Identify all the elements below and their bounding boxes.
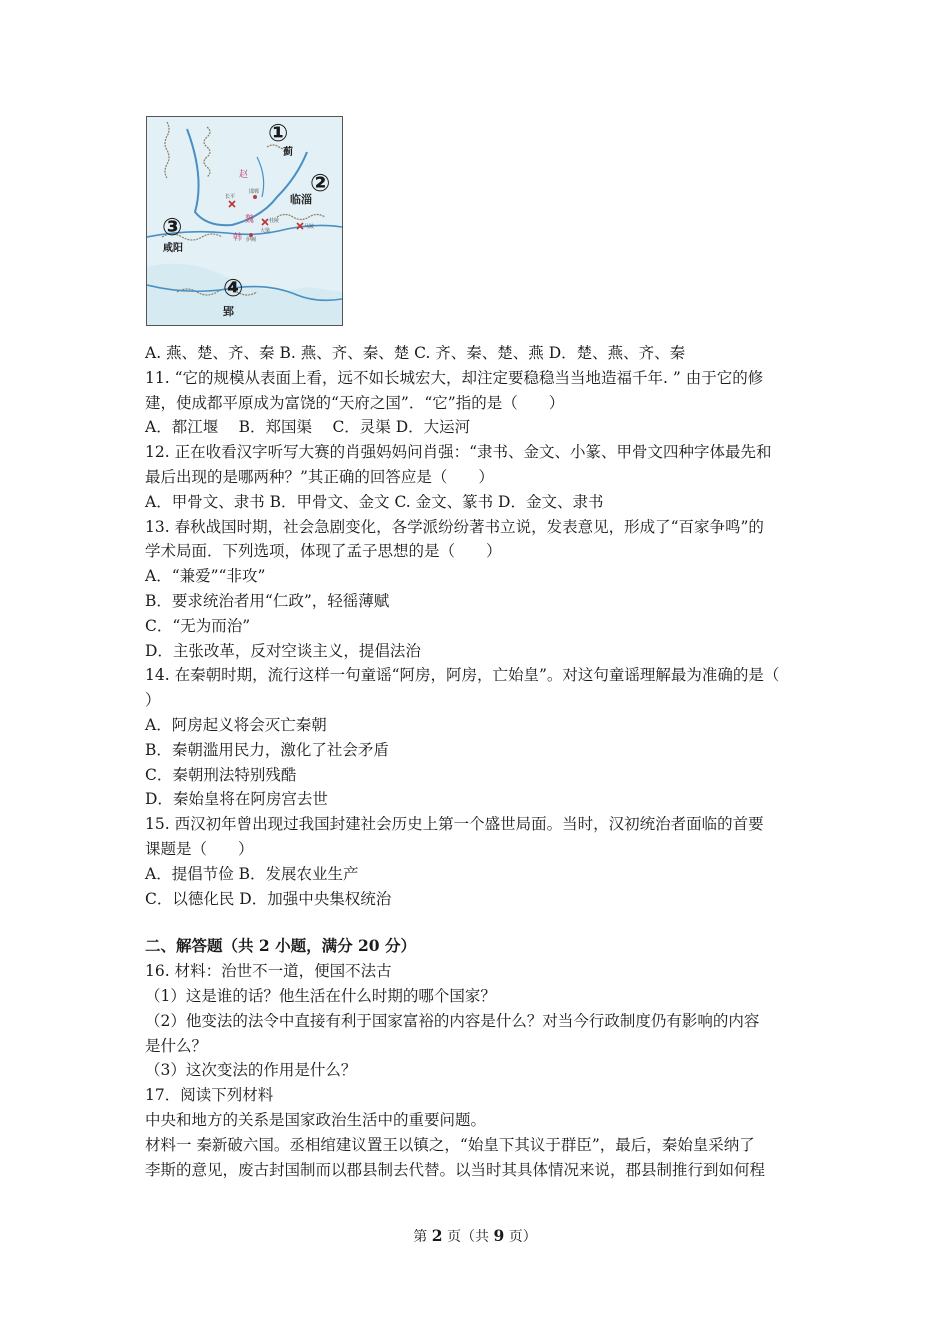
warring-states-map	[146, 116, 343, 326]
footer-suffix: 页）	[508, 1229, 537, 1245]
q13-stem-line1: 13. 春秋战国时期，社会急剧变化，各学派纷纷著书立说，发表意见，形成了“百家争鸣”的	[145, 517, 764, 536]
q14-stem-line1: 14. 在秦朝时期，流行这样一句童谣“阿房，阿房，亡始皇”。对这句童谣理解最为准确的是（	[145, 666, 780, 685]
q13-option-b: B．要求统治者用“仁政”，轻徭薄赋	[145, 591, 390, 610]
q14-option-a: A．阿房起义将会灭亡秦朝	[145, 715, 327, 734]
q13-option-d: D．主张改革，反对空谈主义，提倡法治	[145, 641, 421, 660]
q14-option-c: C．秦朝刑法特别残酷	[145, 765, 297, 784]
map-state-han: 韩	[233, 233, 243, 243]
q13-option-c: C．“无为而治”	[145, 616, 251, 635]
q12-stem-line1: 12. 正在收看汉字听写大赛的肖强妈妈问肖强：“隶书、金文、小篆、甲骨文四种字体最先和	[145, 443, 772, 462]
map-city-maling: 马陵	[304, 224, 315, 230]
q13-option-a: A．“兼爱”“非攻”	[145, 567, 266, 586]
q15-options-cd: C．以德化民 D．加强中央集权统治	[145, 889, 392, 908]
q15-stem-line1: 15. 西汉初年曾出现过我国封建社会历史上第一个盛世局面。当时，汉初统治者面临的首要	[145, 815, 764, 834]
map-place-ji: 蓟	[283, 147, 293, 158]
q15-stem-line2: 课题是（ ）	[145, 839, 254, 858]
q17-stem: 17．阅读下列材料	[145, 1086, 274, 1105]
map-city-guiling: 桂陵	[269, 218, 280, 224]
q16-material: 16. 材料：治世不一道，便国不法古	[145, 962, 392, 981]
q14-option-d: D．秦始皇将在阿房宫去世	[145, 790, 328, 809]
question-content	[145, 341, 813, 1182]
q16-part2-line2: 是什么？	[145, 1036, 208, 1055]
footer-page-number: 2	[431, 1226, 443, 1245]
map-city-daliang: 大梁	[260, 228, 271, 234]
map-marker-1: ①	[268, 119, 289, 147]
map-place-xianyang: 咸阳	[163, 243, 183, 254]
map-city-handan: 邯郸	[249, 189, 260, 195]
map-state-wei: 魏	[245, 215, 255, 225]
map-place-ying: 郢	[223, 305, 234, 318]
footer-total-pages: 9	[493, 1226, 505, 1245]
map-marker-2: ②	[310, 169, 331, 197]
q11-stem-line1: 11. “它的规模从表面上看，远不如长城宏大，却注定要稳稳当当地造福千年. ” 由于它的修	[145, 368, 764, 387]
map-marker-3: ③	[162, 213, 183, 241]
q16-part1: （1）这是谁的话？他生活在什么时期的哪个国家？	[145, 986, 496, 1005]
q12-options: A．甲骨文、隶书 B．甲骨文、金文 C. 金文、篆书 D．金文、隶书	[145, 492, 604, 511]
q15-options-ab: A．提倡节俭 B．发展农业生产	[145, 864, 359, 883]
q17-material1-line1: 材料一 秦新破六国。丞相绾建议置王以镇之，“始皇下其议于群臣”，最后，秦始皇采纳了	[145, 1135, 755, 1154]
q16-part3: （3）这次变法的作用是什么？	[145, 1061, 357, 1080]
q11-stem-line2: 建，使成都平原成为富饶的“天府之国”．“它”指的是（ ）	[145, 393, 565, 412]
map-city-yique: 伊阙	[246, 237, 257, 243]
q12-stem-line2: 最后出现的是哪两种？”其正确的回答应是（ ）	[145, 467, 494, 486]
q16-part2-line1: （2）他变法的法令中直接有利于国家富裕的内容是什么？对当今行政制度仍有影响的内容	[145, 1011, 760, 1030]
map-city-changping: 长平	[225, 194, 236, 200]
q17-material1-line2: 李斯的意见，废古封国制而以郡县制去代替。以当时其具体情况来说，郡县制推行到如何程	[145, 1160, 766, 1179]
section2-heading: 二、解答题（共 2 小题，满分 20 分）	[145, 936, 416, 956]
q14-stem-line2: ）	[145, 691, 161, 710]
q13-stem-line2: 学术局面．下列选项，体现了孟子思想的是（ ）	[145, 542, 502, 561]
footer-prefix: 第	[413, 1229, 428, 1245]
map-state-zhao: 赵	[239, 170, 249, 180]
map-marker-4: ④	[223, 274, 244, 302]
q10-options: A. 燕、楚、齐、秦 B. 燕、齐、秦、楚 C. 齐、秦、楚、燕 D．楚、燕、齐、秦	[145, 344, 686, 362]
q17-intro: 中央和地方的关系是国家政治生活中的重要问题。	[145, 1110, 487, 1129]
map-place-linzi: 临淄	[290, 193, 312, 206]
q14-option-b: B．秦朝滥用民力，激化了社会矛盾	[145, 740, 389, 759]
page-footer	[0, 1226, 950, 1246]
footer-middle: 页（共	[447, 1229, 489, 1245]
q11-options: A．都江堰 B．郑国渠 C．灵渠 D．大运河	[145, 418, 471, 437]
